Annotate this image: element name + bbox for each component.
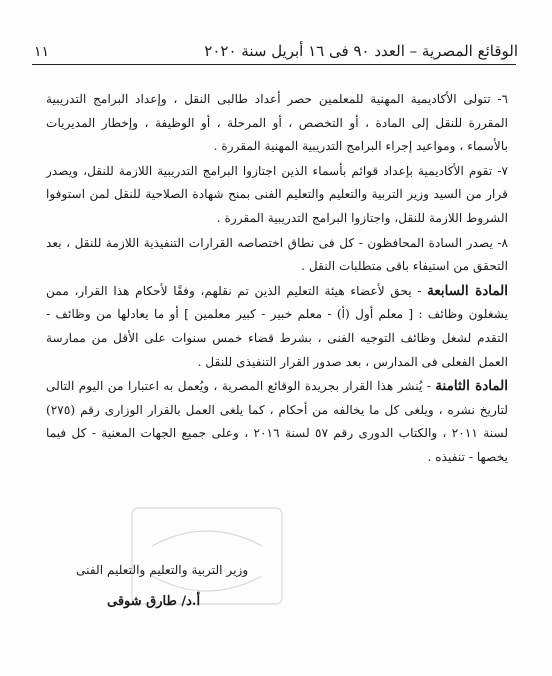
clause-7: ٧- تقوم الأكاديمية بإعداد قوائم بأسماء الذين اجتازوا البرامج التدريبية اللازمة للنقل، ويصدر قرار من السيد وزير التربية والتعليم والتعليم الفنى بمنح شهادة الصلاحية للنقل لمن استوفوا الشروط اللازمة للنقل، واجتازوا البرامج التدريبية المقررة . [46, 163, 508, 225]
signature-name: أ.د/ طارق شوقى [107, 594, 201, 609]
header-rule [32, 64, 516, 65]
header-title: الوقائع المصرية – العدد ٩٠ فى ١٦ أبريل سنة ٢٠٢٠ [204, 42, 518, 60]
page-header [34, 36, 518, 60]
signature-role: وزير التربية والتعليم والتعليم الفنى [76, 563, 249, 577]
article-eight [46, 375, 508, 469]
clause-6: ٦- تتولى الأكاديمية المهنية للمعلمين حصر أعداد طالبى النقل ، وإعداد البرامج التدريبية المقررة للنقل إلى المادة ، أو التخصص ، أو المرحلة ، أو الوظيفة ، وإخطار المديريات بالأسماء ، ومواعيد إجراء البرامج التدريبية المهنية المقررة . [46, 92, 508, 154]
article-eight-heading: المادة الثامنة [435, 378, 508, 395]
article-seven-heading: المادة السابعة [427, 282, 508, 299]
clause-8: ٨- يصدر السادة المحافظون - كل فى نطاق اختصاصه القرارات التنفيذية اللازمة للنقل ، بعد التحقق من استيفاء باقى متطلبات النقل . [46, 235, 508, 274]
document-body [46, 88, 508, 471]
article-seven [46, 280, 508, 374]
faint-stamp-mark [92, 486, 322, 636]
page-number: ١١ [34, 44, 50, 60]
article-seven-text: - يحق لأعضاء هيئة التعليم الذين تم نقلهم، وفقًا لأحكام هذا القرار، ممن يشغلون وظائف : [ معلم أول (أ) - معلم خبير - كبير معلمين ] أو ما يعادلها من وظائف - التقدم لشغل وظائف التوجيه الفنى ، بشرط قضاء خمس سنوات على الأقل من ممارسة العمل الفعلى فى المدارس ، بعد صدور القرار التنفيذى للنقل . [46, 283, 508, 369]
article-eight-text: - يُنشر هذا القرار بجريدة الوقائع المصرية ، ويُعمل به اعتبارا من اليوم التالى لتاريخ نشره ، ويلغى كل ما يخالفه من أحكام ، كما يلغى العمل بالقرار الوزارى رقم (٢٧٥) لسنة ٢٠١١ ، والكتاب الدورى رقم ٥٧ لسنة ٢٠١٦ ، وعلى جميع الجهات المعنية - كل فيما يخصها - تنفيذه . [46, 379, 509, 464]
